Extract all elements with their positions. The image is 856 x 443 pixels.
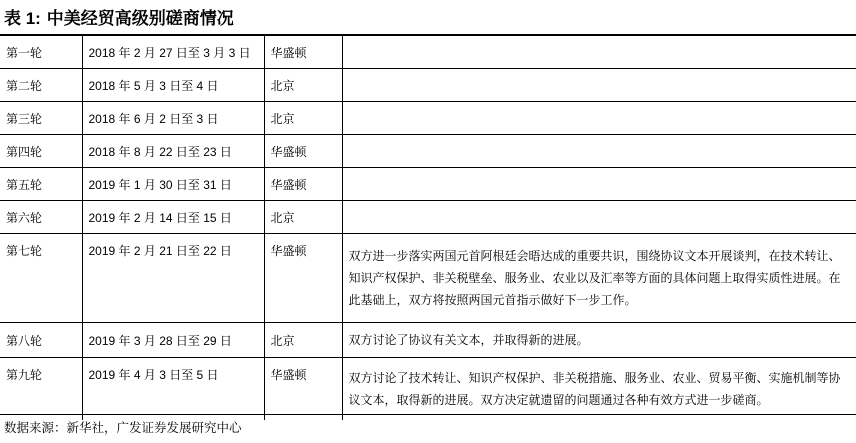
date-cell: 2018 年 8 月 22 日至 23 日 bbox=[82, 135, 264, 168]
table-row bbox=[0, 135, 856, 168]
round-cell: 第二轮 bbox=[0, 69, 82, 102]
description-cell: 双方讨论了协议有关文本，并取得新的进展。 bbox=[342, 323, 856, 358]
table-number: 表 1: bbox=[4, 9, 41, 28]
location-cell: 华盛顿 bbox=[264, 234, 342, 323]
date-cell: 2019 年 3 月 28 日至 29 日 bbox=[82, 323, 264, 358]
location-cell: 华盛顿 bbox=[264, 135, 342, 168]
location-cell: 北京 bbox=[264, 102, 342, 135]
description-cell: 双方讨论了技术转让、知识产权保护、非关税措施、服务业、农业、贸易平衡、实施机制等协议文本，取得新的进展。双方决定就遗留的问题通过各种有效方式进一步磋商。 bbox=[342, 358, 856, 421]
table-row bbox=[0, 358, 856, 421]
round-cell: 第三轮 bbox=[0, 102, 82, 135]
location-cell: 华盛顿 bbox=[264, 36, 342, 69]
data-source-note: 数据来源：新华社，广发证券发展研究中心 bbox=[4, 420, 242, 435]
table-row bbox=[0, 168, 856, 201]
location-cell: 华盛顿 bbox=[264, 358, 342, 421]
description-cell bbox=[342, 102, 856, 135]
round-cell: 第五轮 bbox=[0, 168, 82, 201]
round-cell: 第七轮 bbox=[0, 234, 82, 323]
location-cell: 北京 bbox=[264, 201, 342, 234]
table-row bbox=[0, 201, 856, 234]
date-cell: 2018 年 5 月 3 日至 4 日 bbox=[82, 69, 264, 102]
negotiation-rounds-table bbox=[0, 36, 856, 420]
table-title-text: 中美经贸高级别磋商情况 bbox=[46, 9, 234, 29]
location-cell: 北京 bbox=[264, 69, 342, 102]
table-row bbox=[0, 323, 856, 358]
date-cell: 2019 年 2 月 21 日至 22 日 bbox=[82, 234, 264, 323]
description-cell bbox=[342, 135, 856, 168]
round-cell: 第一轮 bbox=[0, 36, 82, 69]
date-cell: 2018 年 6 月 2 日至 3 日 bbox=[82, 102, 264, 135]
table-row bbox=[0, 102, 856, 135]
table-row bbox=[0, 36, 856, 69]
description-cell bbox=[342, 201, 856, 234]
table-title bbox=[4, 6, 234, 32]
date-cell: 2019 年 2 月 14 日至 15 日 bbox=[82, 201, 264, 234]
table-row bbox=[0, 69, 856, 102]
description-cell bbox=[342, 69, 856, 102]
bottom-rule bbox=[0, 414, 856, 415]
date-cell: 2019 年 1 月 30 日至 31 日 bbox=[82, 168, 264, 201]
round-cell: 第九轮 bbox=[0, 358, 82, 421]
table-row bbox=[0, 234, 856, 323]
description-cell bbox=[342, 36, 856, 69]
location-cell: 华盛顿 bbox=[264, 168, 342, 201]
description-cell bbox=[342, 168, 856, 201]
round-cell: 第四轮 bbox=[0, 135, 82, 168]
round-cell: 第八轮 bbox=[0, 323, 82, 358]
date-cell: 2019 年 4 月 3 日至 5 日 bbox=[82, 358, 264, 421]
description-cell: 双方进一步落实两国元首阿根廷会晤达成的重要共识，围绕协议文本开展谈判，在技术转让、知识产权保护、非关税壁垒、服务业、农业以及汇率等方面的具体问题上取得实质性进展。在此基础上，双方将按照两国元首指示做好下一步工作。 bbox=[342, 234, 856, 323]
location-cell: 北京 bbox=[264, 323, 342, 358]
round-cell: 第六轮 bbox=[0, 201, 82, 234]
date-cell: 2018 年 2 月 27 日至 3 月 3 日 bbox=[82, 36, 264, 69]
